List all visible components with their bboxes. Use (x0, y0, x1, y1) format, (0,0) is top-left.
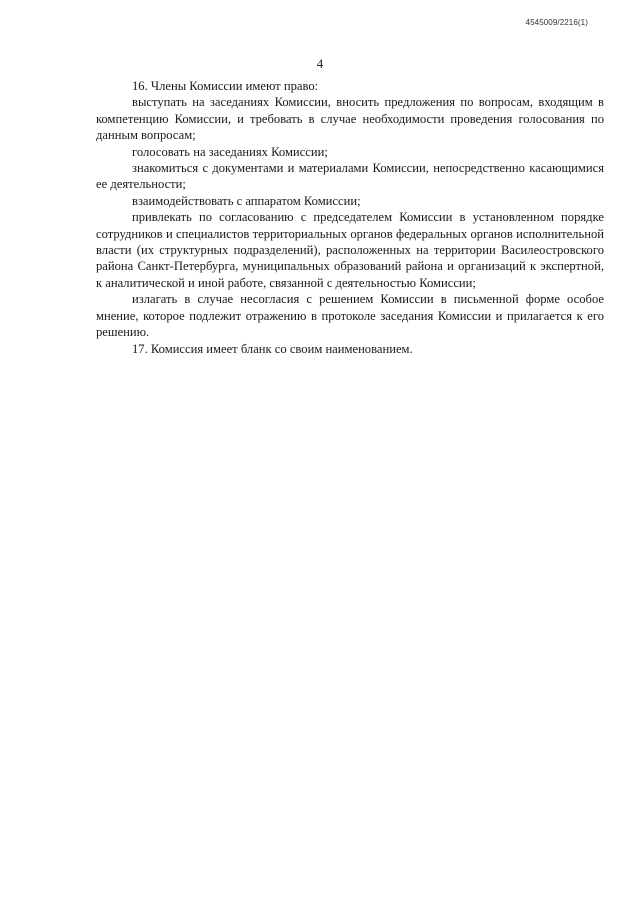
paragraph-engage-specialists: привлекать по согласованию с председателем Комиссии в установленном порядке сотрудников и специалистов территориальных органов федеральных органов исполнительной власти (их структурных подразделений), расположенных на территории Василеостровского района Санкт-Петербурга, муниципальных образований района и организаций к экспертной, к аналитической и иной работе, связанной с деятельностью Комиссии; (96, 210, 604, 290)
document-id: 4545009/2216(1) (525, 18, 588, 27)
paragraph-review-documents: знакомиться с документами и материалами Комиссии, непосредственно касающимися ее деятельности; (96, 161, 604, 192)
page-number: 4 (316, 56, 324, 71)
paragraph-interact-staff: взаимодействовать с аппаратом Комиссии; (132, 193, 361, 208)
paragraph-16-heading: 16. Члены Комиссии имеют право: (132, 79, 319, 93)
paragraph-dissenting-opinion: излагать в случае несогласия с решением Комиссии в письменной форме особое мнение, которое подлежит отражению в протоколе заседания Комиссии и прилагается к его решению. (96, 292, 604, 340)
paragraph-17-letterhead: 17. Комиссия имеет бланк со своим наименованием. (132, 341, 413, 356)
document-body (96, 78, 604, 357)
paragraph-vote: голосовать на заседаниях Комиссии; (132, 144, 328, 159)
paragraph-speak-at-meetings: выступать на заседаниях Комиссии, вносить предложения по вопросам, входящим в компетенцию Комиссии, и требовать в случае необходимости проведения голосования по данным вопросам; (96, 95, 604, 143)
